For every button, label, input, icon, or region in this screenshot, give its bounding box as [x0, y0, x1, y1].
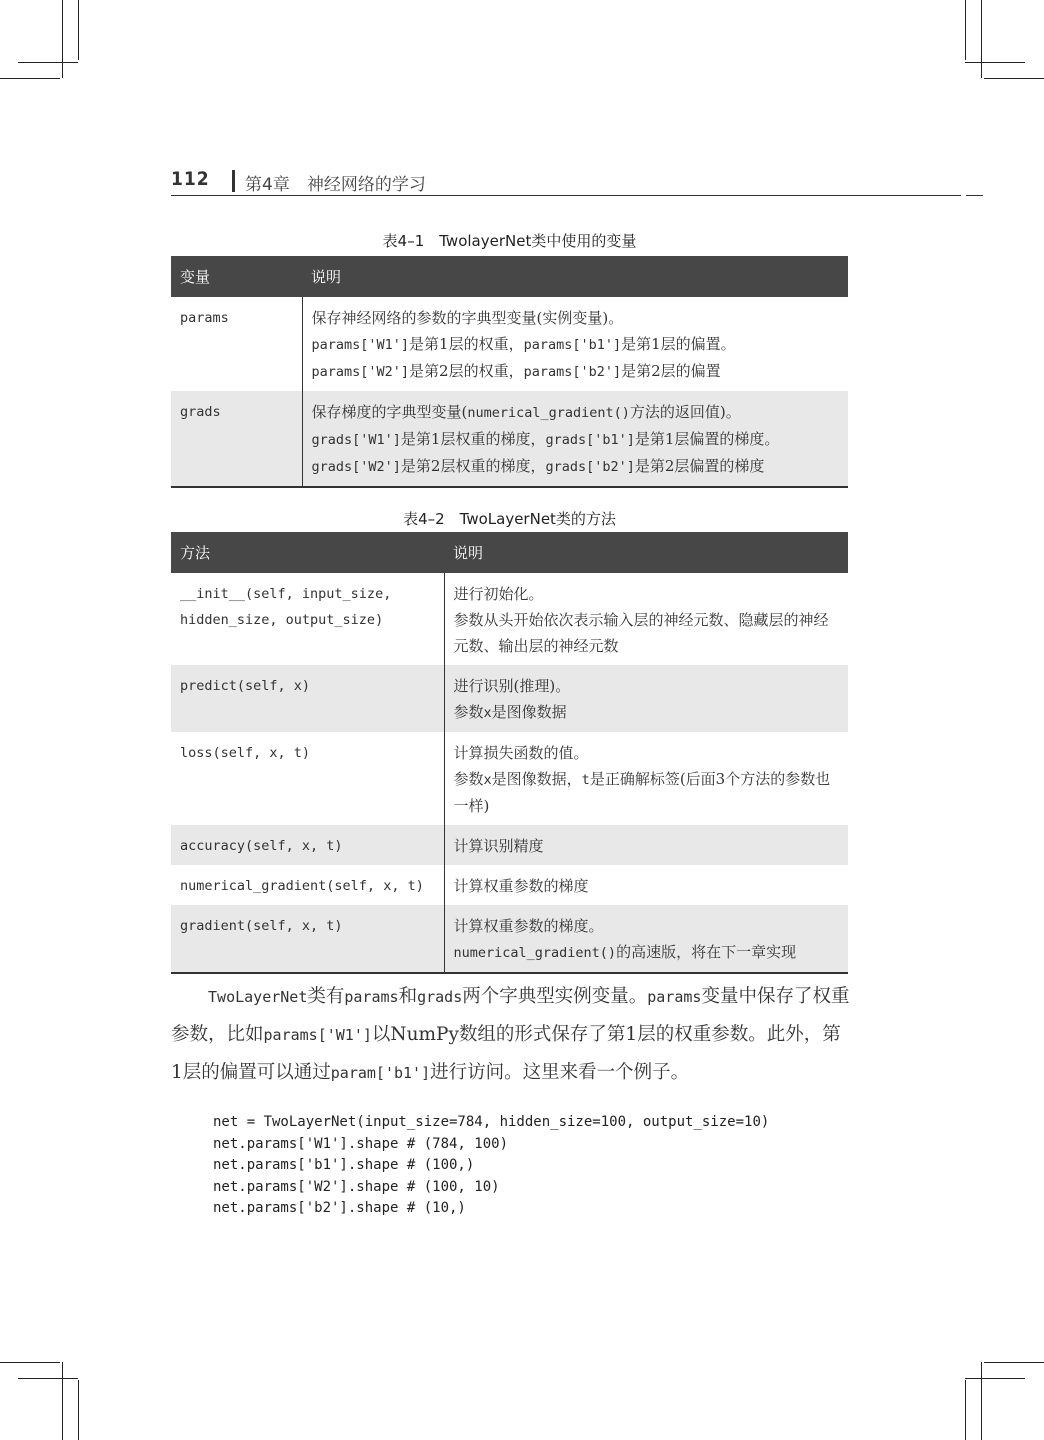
text-span: 是第1层权重的梯度， — [400, 430, 546, 448]
description-line — [312, 453, 840, 480]
code-line: net.params['W1'].shape # (784, 100) — [213, 1135, 509, 1152]
name-cell: predict(self, x) — [171, 665, 444, 732]
methods-table — [171, 532, 848, 974]
text-span: 计算权重参数的梯度 — [453, 877, 589, 895]
text-span: 两个字典型实例变量。 — [462, 986, 648, 1007]
text-span — [171, 986, 208, 1007]
name-cell: params — [171, 297, 302, 391]
description-line — [454, 740, 840, 766]
description-cell — [444, 573, 848, 665]
description-cell — [444, 905, 848, 973]
description-line — [312, 426, 840, 453]
description-line — [454, 699, 840, 726]
description-line — [454, 673, 840, 699]
name-cell: grads — [171, 391, 302, 487]
text-span: 是第2层偏置的梯度 — [634, 457, 765, 475]
description-cell — [444, 825, 848, 865]
text-span: 是第1层偏置的梯度。 — [634, 430, 780, 448]
description-line — [454, 913, 840, 939]
description-line — [454, 607, 840, 659]
inline-code: param['b1'] — [330, 1064, 431, 1082]
table1-caption: 表4–1 TwolayerNet类中使用的变量 — [382, 232, 637, 250]
inline-code: params — [647, 988, 702, 1006]
table-row — [171, 732, 848, 825]
text-span: 计算权重参数的梯度。 — [453, 917, 604, 935]
inline-code: params — [344, 988, 399, 1006]
description-cell — [444, 732, 848, 825]
text-span: 参数 — [453, 703, 484, 721]
chapter-title: 第4章 神经网络的学习 — [245, 175, 426, 195]
text-span: 是图像数据 — [491, 703, 567, 721]
name-cell: numerical_gradient(self, x, t) — [171, 865, 444, 905]
inline-code: TwoLayerNet — [208, 988, 308, 1006]
text-span: 和 — [398, 986, 418, 1007]
text-span: 变量中保存了权重参数，比如 — [171, 986, 850, 1045]
column-header: 说明 — [444, 532, 848, 573]
table-row — [171, 573, 848, 665]
inline-code: grads['b1'] — [545, 432, 635, 448]
name-cell: loss(self, x, t) — [171, 732, 444, 825]
text-span: 方法的返回值)。 — [629, 403, 741, 421]
column-header: 说明 — [302, 256, 848, 297]
column-header: 变量 — [171, 256, 302, 297]
inline-code: x — [483, 705, 492, 721]
body-paragraph — [171, 978, 851, 1092]
name-cell: gradient(self, x, t) — [171, 905, 444, 973]
code-line: net = TwoLayerNet(input_size=784, hidden_size=100, output_size=10) — [213, 1114, 770, 1130]
text-span: 计算识别精度 — [453, 837, 544, 855]
inline-code: numerical_gradient() — [453, 945, 617, 961]
text-span: 进行访问。这里来看一个例子。 — [430, 1062, 690, 1083]
description-line — [312, 358, 840, 385]
text-span: 是第2层的偏置 — [621, 362, 721, 380]
text-span: 是第2层权重的梯度， — [400, 457, 546, 475]
text-span: 进行初始化。 — [453, 585, 544, 603]
text-span: 参数 — [453, 770, 484, 788]
text-span: 是正确解标签(后面3个方法的参数也一样) — [453, 770, 831, 815]
table-row — [171, 905, 848, 973]
description-cell — [302, 391, 848, 487]
description-cell — [444, 865, 848, 905]
description-cell — [444, 665, 848, 732]
table-row — [171, 297, 848, 391]
text-span: 计算损失函数的值。 — [453, 744, 589, 762]
inline-code: grads['W2'] — [311, 459, 401, 475]
description-line — [312, 331, 840, 358]
inline-code: grads — [417, 988, 463, 1006]
text-span: 进行识别(推理)。 — [453, 677, 571, 695]
inline-code: params['W1'] — [311, 337, 410, 353]
column-header: 方法 — [171, 532, 444, 573]
inline-code: params['b2'] — [523, 364, 622, 380]
inline-code: params['W2'] — [311, 364, 410, 380]
description-line — [454, 766, 840, 819]
name-cell: __init__(self, input_size, hidden_size, output_size) — [171, 573, 444, 665]
text-span: 是第1层的偏置。 — [621, 335, 736, 353]
description-line — [454, 939, 840, 966]
text-span: 以NumPy数组的形式保存了第1层的权重参数。此外，第1层的偏置可以通过 — [171, 1024, 841, 1083]
text-span: 保存梯度的字典型变量( — [311, 403, 468, 421]
inline-code: params['W1'] — [263, 1026, 372, 1044]
description-line — [454, 581, 840, 607]
description-line — [312, 399, 840, 426]
table2-caption: 表4–2 TwoLayerNet类的方法 — [403, 510, 616, 528]
header-rule — [171, 195, 961, 196]
code-line: net.params['W2'].shape # (100, 10) — [213, 1178, 500, 1195]
code-line: net.params['b2'].shape # (10,) — [213, 1200, 466, 1216]
table-row — [171, 825, 848, 865]
name-cell: accuracy(self, x, t) — [171, 825, 444, 865]
text-span: 保存神经网络的参数的字典型变量(实例变量)。 — [311, 309, 624, 327]
inline-code: numerical_gradient() — [467, 405, 630, 421]
text-span: 是第1层的权重， — [409, 335, 524, 353]
description-line — [454, 833, 840, 859]
code-line: net.params['b1'].shape # (100,) — [213, 1157, 475, 1173]
inline-code: params['b1'] — [523, 337, 622, 353]
table-row — [171, 865, 848, 905]
variables-table — [171, 256, 848, 488]
page-number: 112 — [171, 168, 210, 190]
text-span: 是第2层的权重， — [409, 362, 524, 380]
inline-code: t — [581, 772, 590, 788]
text-span: 是图像数据， — [491, 770, 582, 788]
description-cell — [302, 297, 848, 391]
description-line — [454, 873, 840, 899]
inline-code: x — [483, 772, 492, 788]
table-row — [171, 391, 848, 487]
table-row — [171, 665, 848, 732]
text-span: 类有 — [307, 986, 345, 1007]
inline-code: grads['W1'] — [311, 432, 401, 448]
code-block — [213, 1112, 769, 1220]
inline-code: grads['b2'] — [545, 459, 635, 475]
text-span: 参数从头开始依次表示输入层的神经元数、隐藏层的神经元数、输出层的神经元数 — [453, 611, 829, 655]
header-divider — [232, 170, 235, 192]
text-span: 的高速版，将在下一章实现 — [616, 943, 797, 961]
header-rule-end — [966, 195, 983, 196]
description-line — [312, 305, 840, 331]
